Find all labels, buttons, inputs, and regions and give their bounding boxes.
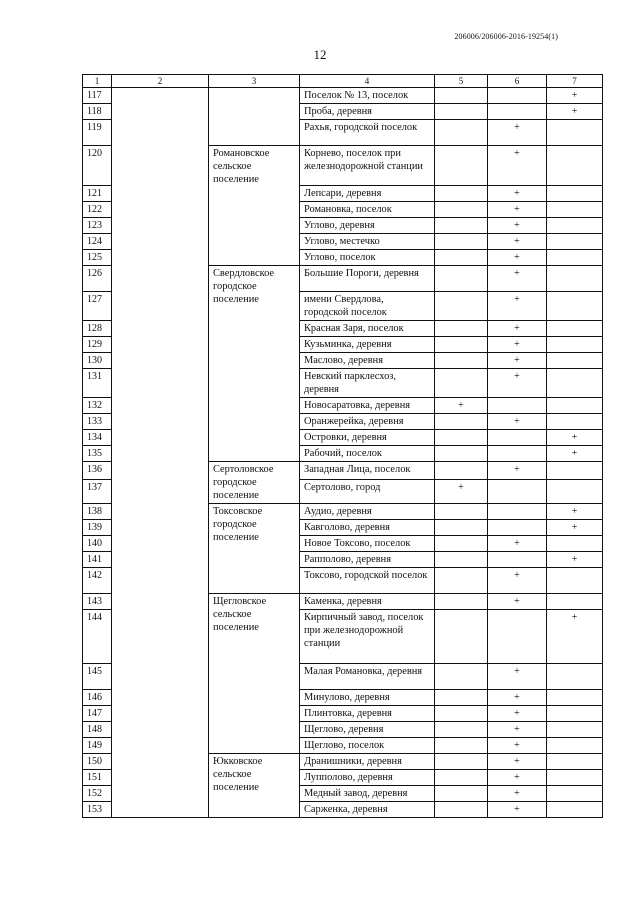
mark-cell-c6: +	[488, 536, 547, 552]
row-number: 127	[83, 292, 112, 321]
mark-cell-c5	[435, 462, 488, 480]
mark-cell-c6: +	[488, 146, 547, 186]
settlement-name: Плинтовка, деревня	[300, 706, 435, 722]
mark-cell-c6: +	[488, 353, 547, 369]
row-number: 143	[83, 594, 112, 610]
mark-cell-c5	[435, 353, 488, 369]
mark-cell-c5: +	[435, 398, 488, 414]
mark-cell-c7	[547, 706, 603, 722]
mark-cell-c6: +	[488, 754, 547, 770]
settlement-name: Маслово, деревня	[300, 353, 435, 369]
row-number: 145	[83, 664, 112, 690]
settlement-name: Корнево, поселок при железнодорожной станции	[300, 146, 435, 186]
row-number: 151	[83, 770, 112, 786]
mark-cell-c5	[435, 446, 488, 462]
mark-cell-c7	[547, 738, 603, 754]
mark-cell-c7	[547, 786, 603, 802]
settlement-name: Проба, деревня	[300, 104, 435, 120]
settlement-name: Лупполово, деревня	[300, 770, 435, 786]
mark-cell-c5	[435, 594, 488, 610]
settlement-name: Малая Романовка, деревня	[300, 664, 435, 690]
mark-cell-c5	[435, 722, 488, 738]
mark-cell-c6: +	[488, 770, 547, 786]
mark-cell-c5	[435, 690, 488, 706]
row-number: 123	[83, 218, 112, 234]
row-number: 126	[83, 266, 112, 292]
mark-cell-c7	[547, 120, 603, 146]
mark-cell-c6	[488, 88, 547, 104]
mark-cell-c7	[547, 250, 603, 266]
mark-cell-c6: +	[488, 786, 547, 802]
mark-cell-c7	[547, 337, 603, 353]
settlement-name: Минулово, деревня	[300, 690, 435, 706]
mark-cell-c6: +	[488, 120, 547, 146]
mark-cell-c7: +	[547, 504, 603, 520]
page-number: 12	[313, 47, 327, 62]
mark-cell-c5	[435, 88, 488, 104]
settlement-name: Кавголово, деревня	[300, 520, 435, 536]
mark-cell-c5	[435, 610, 488, 664]
mark-cell-c6	[488, 520, 547, 536]
mark-cell-c6	[488, 104, 547, 120]
row-number: 149	[83, 738, 112, 754]
mark-cell-c6: +	[488, 234, 547, 250]
mark-cell-c6: +	[488, 414, 547, 430]
row-number: 129	[83, 337, 112, 353]
settlement-name: Рабочий, поселок	[300, 446, 435, 462]
column-header: 5	[435, 75, 488, 88]
settlement-name: Рапполово, деревня	[300, 552, 435, 568]
mark-cell-c6: +	[488, 594, 547, 610]
mark-cell-c5	[435, 568, 488, 594]
mark-cell-c7	[547, 292, 603, 321]
row-number: 137	[83, 479, 112, 503]
mark-cell-c5	[435, 770, 488, 786]
mark-cell-c5	[435, 520, 488, 536]
mark-cell-c5	[435, 202, 488, 218]
mark-cell-c7	[547, 202, 603, 218]
mark-cell-c6: +	[488, 337, 547, 353]
settlement-name: Каменка, деревня	[300, 594, 435, 610]
mark-cell-c6: +	[488, 202, 547, 218]
municipality-cell	[209, 88, 300, 146]
row-number: 133	[83, 414, 112, 430]
mark-cell-c7: +	[547, 446, 603, 462]
settlement-name: Островки, деревня	[300, 430, 435, 446]
mark-cell-c7	[547, 690, 603, 706]
mark-cell-c7	[547, 146, 603, 186]
mark-cell-c5	[435, 664, 488, 690]
mark-cell-c5	[435, 706, 488, 722]
mark-cell-c5	[435, 266, 488, 292]
table-row	[83, 88, 603, 104]
row-number: 124	[83, 234, 112, 250]
mark-cell-c7: +	[547, 520, 603, 536]
settlement-name: Романовка, поселок	[300, 202, 435, 218]
mark-cell-c5	[435, 337, 488, 353]
row-number: 136	[83, 462, 112, 480]
settlement-name: Красная Заря, поселок	[300, 321, 435, 337]
mark-cell-c6: +	[488, 250, 547, 266]
mark-cell-c5	[435, 754, 488, 770]
column-header: 2	[112, 75, 209, 88]
mark-cell-c5: +	[435, 479, 488, 503]
mark-cell-c7	[547, 234, 603, 250]
mark-cell-c6: +	[488, 738, 547, 754]
mark-cell-c6	[488, 446, 547, 462]
settlement-name: Невский парклесхоз, деревня	[300, 369, 435, 398]
column-header: 1	[83, 75, 112, 88]
row-number: 150	[83, 754, 112, 770]
mark-cell-c5	[435, 186, 488, 202]
mark-cell-c7	[547, 414, 603, 430]
row-number: 140	[83, 536, 112, 552]
mark-cell-c5	[435, 536, 488, 552]
mark-cell-c7	[547, 754, 603, 770]
mark-cell-c6	[488, 430, 547, 446]
mark-cell-c7	[547, 353, 603, 369]
mark-cell-c7	[547, 770, 603, 786]
municipality-cell: Юкковское сельское поселение	[209, 754, 300, 818]
settlement-name: Большие Пороги, деревня	[300, 266, 435, 292]
mark-cell-c5	[435, 292, 488, 321]
mark-cell-c7	[547, 536, 603, 552]
mark-cell-c7	[547, 218, 603, 234]
row-number: 148	[83, 722, 112, 738]
mark-cell-c5	[435, 738, 488, 754]
settlement-name: Медный завод, деревня	[300, 786, 435, 802]
mark-cell-c5	[435, 321, 488, 337]
municipality-cell: Токсовское городское поселение	[209, 504, 300, 594]
column-header: 3	[209, 75, 300, 88]
mark-cell-c7	[547, 594, 603, 610]
row-number: 125	[83, 250, 112, 266]
row-number: 132	[83, 398, 112, 414]
settlement-name: имени Свердлова, городской поселок	[300, 292, 435, 321]
mark-cell-c5	[435, 234, 488, 250]
mark-cell-c7	[547, 479, 603, 503]
settlement-name: Оранжерейка, деревня	[300, 414, 435, 430]
row-number: 120	[83, 146, 112, 186]
row-number: 119	[83, 120, 112, 146]
settlement-name: Дранишники, деревня	[300, 754, 435, 770]
settlement-name: Лепсари, деревня	[300, 186, 435, 202]
district-cell	[112, 88, 209, 818]
mark-cell-c5	[435, 504, 488, 520]
row-number: 142	[83, 568, 112, 594]
mark-cell-c6: +	[488, 292, 547, 321]
mark-cell-c5	[435, 104, 488, 120]
mark-cell-c5	[435, 250, 488, 266]
row-number: 134	[83, 430, 112, 446]
mark-cell-c7: +	[547, 610, 603, 664]
settlement-name: Западная Лица, поселок	[300, 462, 435, 480]
mark-cell-c7: +	[547, 104, 603, 120]
mark-cell-c7: +	[547, 430, 603, 446]
mark-cell-c6: +	[488, 568, 547, 594]
row-number: 130	[83, 353, 112, 369]
row-number: 131	[83, 369, 112, 398]
mark-cell-c6: +	[488, 218, 547, 234]
header-row	[83, 75, 603, 88]
row-number: 144	[83, 610, 112, 664]
row-number: 118	[83, 104, 112, 120]
mark-cell-c6	[488, 610, 547, 664]
mark-cell-c7	[547, 664, 603, 690]
mark-cell-c6	[488, 504, 547, 520]
mark-cell-c6: +	[488, 266, 547, 292]
mark-cell-c6: +	[488, 690, 547, 706]
mark-cell-c7	[547, 266, 603, 292]
mark-cell-c6: +	[488, 722, 547, 738]
mark-cell-c6: +	[488, 706, 547, 722]
settlement-name: Рахья, городской поселок	[300, 120, 435, 146]
column-header: 4	[300, 75, 435, 88]
row-number: 135	[83, 446, 112, 462]
mark-cell-c7	[547, 186, 603, 202]
settlement-name: Углово, местечко	[300, 234, 435, 250]
mark-cell-c6: +	[488, 186, 547, 202]
column-header: 6	[488, 75, 547, 88]
mark-cell-c5	[435, 146, 488, 186]
row-number: 121	[83, 186, 112, 202]
mark-cell-c5	[435, 430, 488, 446]
mark-cell-c7: +	[547, 88, 603, 104]
mark-cell-c6	[488, 398, 547, 414]
mark-cell-c6: +	[488, 664, 547, 690]
settlement-name: Аудио, деревня	[300, 504, 435, 520]
settlement-name: Щеглово, поселок	[300, 738, 435, 754]
row-number: 141	[83, 552, 112, 568]
settlement-name: Сарженка, деревня	[300, 802, 435, 818]
mark-cell-c6	[488, 552, 547, 568]
municipality-cell: Романовское сельское поселение	[209, 146, 300, 266]
mark-cell-c5	[435, 369, 488, 398]
row-number: 117	[83, 88, 112, 104]
table-body	[83, 88, 603, 818]
settlement-name: Поселок № 13, поселок	[300, 88, 435, 104]
settlement-name: Токсово, городской поселок	[300, 568, 435, 594]
mark-cell-c7	[547, 321, 603, 337]
municipality-cell: Свердловское городское поселение	[209, 266, 300, 462]
mark-cell-c5	[435, 414, 488, 430]
municipality-cell: Щегловское сельское поселение	[209, 594, 300, 754]
mark-cell-c7	[547, 398, 603, 414]
mark-cell-c7	[547, 722, 603, 738]
row-number: 147	[83, 706, 112, 722]
settlement-name: Кирпичный завод, поселок при железнодорожной станции	[300, 610, 435, 664]
settlement-name: Щеглово, деревня	[300, 722, 435, 738]
mark-cell-c5	[435, 218, 488, 234]
settlement-name: Сертолово, город	[300, 479, 435, 503]
mark-cell-c7	[547, 568, 603, 594]
mark-cell-c7	[547, 369, 603, 398]
settlement-name: Углово, поселок	[300, 250, 435, 266]
mark-cell-c5	[435, 552, 488, 568]
mark-cell-c6: +	[488, 321, 547, 337]
row-number: 152	[83, 786, 112, 802]
municipality-cell: Сертоловское городское поселение	[209, 462, 300, 504]
settlements-table	[82, 74, 603, 818]
mark-cell-c6: +	[488, 802, 547, 818]
mark-cell-c6: +	[488, 369, 547, 398]
row-number: 122	[83, 202, 112, 218]
column-header: 7	[547, 75, 603, 88]
row-number: 153	[83, 802, 112, 818]
settlement-name: Кузьминка, деревня	[300, 337, 435, 353]
row-number: 146	[83, 690, 112, 706]
mark-cell-c5	[435, 120, 488, 146]
mark-cell-c7: +	[547, 552, 603, 568]
settlement-name: Новосаратовка, деревня	[300, 398, 435, 414]
mark-cell-c7	[547, 802, 603, 818]
settlement-name: Новое Токсово, поселок	[300, 536, 435, 552]
document-id: 206006/206006-2016-19254(1)	[454, 32, 558, 41]
mark-cell-c7	[547, 462, 603, 480]
row-number: 138	[83, 504, 112, 520]
mark-cell-c5	[435, 802, 488, 818]
mark-cell-c5	[435, 786, 488, 802]
mark-cell-c6	[488, 479, 547, 503]
row-number: 128	[83, 321, 112, 337]
row-number: 139	[83, 520, 112, 536]
settlement-name: Углово, деревня	[300, 218, 435, 234]
mark-cell-c6: +	[488, 462, 547, 480]
